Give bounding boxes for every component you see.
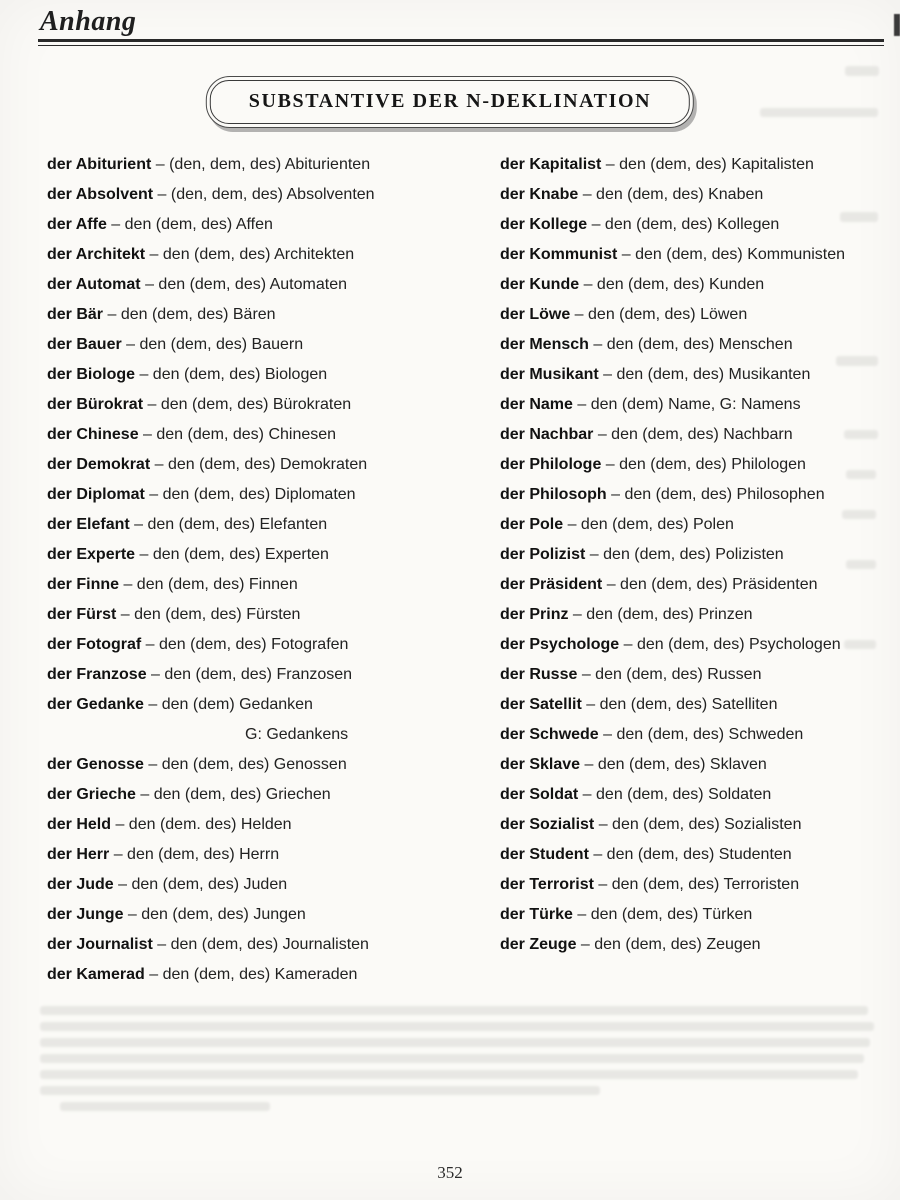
bleedthrough-line	[40, 1086, 600, 1095]
dictionary-entry	[47, 180, 500, 210]
entry-forms: – den (dem, des) Philosophen	[606, 486, 825, 503]
bleedthrough-line	[60, 1102, 270, 1111]
dictionary-entry	[500, 270, 845, 300]
bleedthrough-line	[40, 1070, 858, 1079]
dictionary-entry	[500, 690, 845, 720]
bleedthrough-line	[845, 66, 879, 76]
bleedthrough-line	[840, 212, 878, 222]
entry-forms: – den (dem, des) Griechen	[135, 786, 331, 803]
entry-term: der Architekt	[47, 246, 146, 263]
page-title: SUBSTANTIVE DER N-DEKLINATION	[248, 90, 652, 112]
entry-term: der Elefant	[47, 516, 130, 533]
entry-term: der Held	[47, 816, 112, 833]
dictionary-entry	[47, 540, 500, 570]
bleedthrough-line	[846, 470, 876, 479]
entry-forms: – den (dem) Gedanken	[143, 696, 313, 713]
dictionary-entry	[500, 660, 845, 690]
entry-term: der Kamerad	[47, 966, 145, 983]
dictionary-entry	[47, 420, 500, 450]
entry-term: der Journalist	[47, 936, 153, 953]
entry-forms: – den (dem, des) Polizisten	[585, 546, 784, 563]
entry-genitive-note: G: Gedankens	[245, 726, 349, 743]
dictionary-entry	[500, 810, 845, 840]
entry-term: der Experte	[47, 546, 136, 563]
dictionary-entry	[500, 420, 845, 450]
entry-term: der Philologe	[500, 456, 602, 473]
dictionary-entry	[500, 570, 845, 600]
dictionary-entry	[47, 390, 500, 420]
dictionary-entry	[47, 960, 500, 990]
title-box	[206, 76, 694, 128]
entry-forms: – den (dem, des) Zeugen	[576, 936, 761, 953]
entry-term: der Chinese	[47, 426, 139, 443]
entry-term: der Herr	[47, 846, 110, 863]
entry-term: der Bär	[47, 306, 104, 323]
entry-term: der Sklave	[500, 756, 581, 773]
entry-term: der Nachbar	[500, 426, 594, 443]
bleedthrough-line	[836, 356, 878, 366]
entry-term: der Schwede	[500, 726, 599, 743]
entry-forms: – (den, dem, des) Abiturienten	[151, 156, 371, 173]
dictionary-entry	[47, 870, 500, 900]
entry-forms: – den (dem, des) Löwen	[570, 306, 748, 323]
entry-forms: – den (dem, des) Psychologen	[619, 636, 841, 653]
entries-column-right	[500, 150, 845, 990]
dictionary-entry	[47, 240, 500, 270]
entry-forms: – den (dem, des) Knaben	[578, 186, 764, 203]
entry-term: der Automat	[47, 276, 141, 293]
entry-forms: – den (dem, des) Kommunisten	[617, 246, 846, 263]
running-header: Anhang	[40, 6, 137, 37]
entry-forms: – den (dem, des) Kapitalisten	[601, 156, 814, 173]
entry-forms: – den (dem, des) Bauern	[121, 336, 304, 353]
dictionary-entry	[47, 750, 500, 780]
entry-forms: – den (dem, des) Elefanten	[129, 516, 328, 533]
dictionary-entry	[47, 690, 500, 720]
entry-forms: – den (dem, des) Türken	[572, 906, 753, 923]
entry-term: der Jude	[47, 876, 114, 893]
entry-term: der Biologe	[47, 366, 136, 383]
entry-term: der Türke	[500, 906, 573, 923]
entry-term: der Fotograf	[47, 636, 142, 653]
dictionary-entry	[47, 450, 500, 480]
entry-term: der Polizist	[500, 546, 586, 563]
entries-column-left	[47, 150, 500, 990]
entry-term: der Bauer	[47, 336, 122, 353]
entry-forms: – den (dem, des) Jungen	[123, 906, 306, 923]
entry-forms: – den (dem, des) Menschen	[588, 336, 793, 353]
entry-term: der Prinz	[500, 606, 569, 623]
bleedthrough-line	[760, 108, 878, 117]
dictionary-entry	[500, 390, 845, 420]
entry-forms: – den (dem, des) Experten	[135, 546, 329, 563]
dictionary-entry	[47, 810, 500, 840]
dictionary-entry	[47, 300, 500, 330]
entry-term: der Psychologe	[500, 636, 620, 653]
entry-forms: – den (dem, des) Kunden	[579, 276, 765, 293]
entry-term: der Bürokrat	[47, 396, 144, 413]
entry-forms: – (den, dem, des) Absolventen	[153, 186, 375, 203]
dictionary-entry	[500, 870, 845, 900]
dictionary-entry	[47, 150, 500, 180]
entry-term: der Abiturient	[47, 156, 152, 173]
dictionary-entry	[47, 780, 500, 810]
entry-forms: – den (dem, des) Schweden	[598, 726, 804, 743]
entry-term: der Russe	[500, 666, 578, 683]
bleedthrough-line	[846, 560, 876, 569]
bleedthrough-line	[842, 510, 876, 519]
dictionary-entry	[500, 210, 845, 240]
entry-term: der Junge	[47, 906, 124, 923]
dictionary-entry	[500, 330, 845, 360]
entry-term: der Kunde	[500, 276, 580, 293]
entry-term: der Satellit	[500, 696, 582, 713]
entry-forms: – den (dem, des) Nachbarn	[593, 426, 793, 443]
bleedthrough-line	[40, 1022, 874, 1031]
dictionary-entry	[500, 720, 845, 750]
entry-forms: – den (dem, des) Herrn	[109, 846, 280, 863]
entry-term: der Musikant	[500, 366, 599, 383]
bleedthrough-line	[40, 1054, 864, 1063]
entry-term: der Diplomat	[47, 486, 145, 503]
dictionary-entry	[500, 180, 845, 210]
entry-term: der Knabe	[500, 186, 579, 203]
entry-forms: – den (dem, des) Prinzen	[568, 606, 753, 623]
entry-forms: – den (dem) Name, G: Namens	[572, 396, 801, 413]
dictionary-entry	[47, 360, 500, 390]
dictionary-entry	[500, 900, 845, 930]
entry-term: der Demokrat	[47, 456, 151, 473]
entry-forms: – den (dem, des) Sozialisten	[594, 816, 802, 833]
dictionary-entry	[47, 930, 500, 960]
entry-term: der Fürst	[47, 606, 117, 623]
dictionary-entry	[500, 630, 845, 660]
entry-term: der Pole	[500, 516, 564, 533]
dictionary-entry	[47, 480, 500, 510]
dictionary-entry	[500, 600, 845, 630]
entry-forms: – den (dem, des) Architekten	[145, 246, 355, 263]
entry-term: der Affe	[47, 216, 107, 233]
entry-term: der Genosse	[47, 756, 144, 773]
dictionary-entry	[500, 300, 845, 330]
entry-term: der Löwe	[500, 306, 571, 323]
bleedthrough-line	[844, 430, 878, 439]
entry-forms: – den (dem, des) Genossen	[143, 756, 347, 773]
entry-forms: – den (dem, des) Russen	[577, 666, 762, 683]
entry-forms: – den (dem, des) Fürsten	[116, 606, 301, 623]
entry-forms: – den (dem, des) Musikanten	[598, 366, 811, 383]
entry-forms: – den (dem, des) Affen	[106, 216, 273, 233]
entry-forms: – den (dem, des) Chinesen	[138, 426, 337, 443]
entry-term: der Kapitalist	[500, 156, 602, 173]
entry-forms: – den (dem, des) Franzosen	[146, 666, 353, 683]
entry-term: der Franzose	[47, 666, 147, 683]
dictionary-entry	[47, 600, 500, 630]
dictionary-entry	[47, 900, 500, 930]
bleedthrough-line	[844, 640, 876, 649]
title-box-inner	[210, 80, 690, 124]
entry-forms: – den (dem, des) Studenten	[588, 846, 792, 863]
entry-forms: – den (dem, des) Sklaven	[580, 756, 767, 773]
entry-forms: – den (dem, des) Präsidenten	[602, 576, 818, 593]
dictionary-entry	[47, 330, 500, 360]
bleedthrough-line	[40, 1006, 868, 1015]
entry-term: der Sozialist	[500, 816, 595, 833]
header-rule	[38, 39, 884, 46]
entry-term: der Soldat	[500, 786, 579, 803]
entry-term: der Grieche	[47, 786, 136, 803]
entry-forms: – den (dem, des) Philologen	[601, 456, 806, 473]
dictionary-entry	[500, 360, 845, 390]
dictionary-entry	[47, 270, 500, 300]
dictionary-entry	[47, 510, 500, 540]
dictionary-entry	[500, 480, 845, 510]
entry-forms: – den (dem, des) Automaten	[140, 276, 347, 293]
entry-term: der Präsident	[500, 576, 603, 593]
entry-term: der Gedanke	[47, 696, 144, 713]
entries-columns	[47, 150, 890, 990]
entry-term: der Student	[500, 846, 589, 863]
dictionary-entry	[47, 210, 500, 240]
entry-term: der Philosoph	[500, 486, 607, 503]
dictionary-entry	[500, 840, 845, 870]
entry-forms: – den (dem. des) Helden	[111, 816, 292, 833]
entry-term: der Absolvent	[47, 186, 154, 203]
dictionary-entry	[47, 840, 500, 870]
entry-term: der Kollege	[500, 216, 588, 233]
entry-forms: – den (dem, des) Bären	[103, 306, 276, 323]
dictionary-entry	[500, 240, 845, 270]
dictionary-entry	[500, 150, 845, 180]
dictionary-entry	[500, 450, 845, 480]
entry-forms: – den (dem, des) Kameraden	[144, 966, 358, 983]
dictionary-entry	[500, 930, 845, 960]
page-number: 352	[437, 1163, 463, 1182]
entry-forms: – den (dem, des) Satelliten	[581, 696, 778, 713]
entry-forms: – den (dem, des) Demokraten	[150, 456, 368, 473]
dictionary-entry	[47, 570, 500, 600]
entry-forms: – den (dem, des) Bürokraten	[143, 396, 352, 413]
dictionary-entry	[500, 540, 845, 570]
entry-forms: – den (dem, des) Terroristen	[593, 876, 800, 893]
dictionary-entry	[500, 750, 845, 780]
entry-term: der Finne	[47, 576, 120, 593]
entry-forms: – den (dem, des) Polen	[563, 516, 734, 533]
entry-forms: – den (dem, des) Soldaten	[578, 786, 772, 803]
scan-edge-artifact	[894, 14, 900, 36]
entry-forms: – den (dem, des) Juden	[113, 876, 288, 893]
bleedthrough-line	[40, 1038, 870, 1047]
dictionary-entry	[500, 780, 845, 810]
entry-forms: – den (dem, des) Fotografen	[141, 636, 349, 653]
entry-forms: – den (dem, des) Finnen	[119, 576, 298, 593]
dictionary-entry	[47, 660, 500, 690]
entry-term: der Name	[500, 396, 573, 413]
entry-term: der Kommunist	[500, 246, 618, 263]
entry-forms: – den (dem, des) Kollegen	[587, 216, 780, 233]
entry-forms: – den (dem, des) Biologen	[135, 366, 328, 383]
dictionary-entry	[500, 510, 845, 540]
entry-forms: – den (dem, des) Diplomaten	[144, 486, 356, 503]
entry-forms: – den (dem, des) Journalisten	[152, 936, 369, 953]
entry-term: der Zeuge	[500, 936, 577, 953]
entry-term: der Mensch	[500, 336, 589, 353]
entry-term: der Terrorist	[500, 876, 594, 893]
dictionary-entry	[47, 630, 500, 660]
